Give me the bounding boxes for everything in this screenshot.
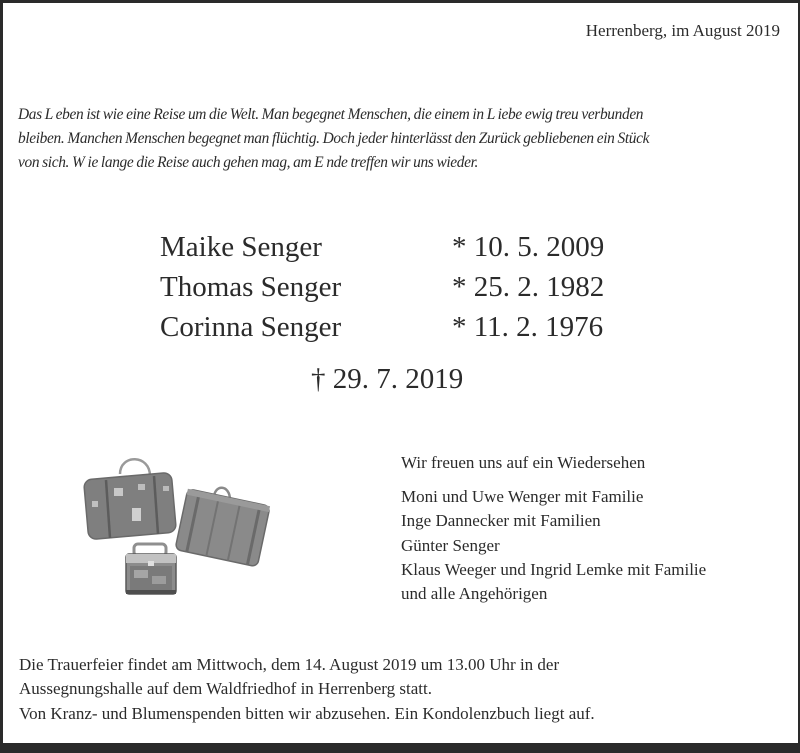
obituary-page	[3, 3, 798, 743]
death-date: † 29. 7. 2019	[311, 363, 464, 395]
place-and-date: Herrenberg, im August 2019	[585, 21, 780, 40]
suitcases-illustration-icon	[78, 446, 278, 596]
ceremony-line: Aussegnungshalle auf dem Waldfriedhof in Herrenberg statt.	[19, 679, 432, 699]
poem-line: Das L eben ist wie eine Reise um die Welt. Man begegnet Menschen, die einem in L iebe ewig treu verbunden	[18, 106, 644, 123]
mourner-line: Moni und Uwe Wenger mit Familie	[401, 487, 644, 507]
poem-line: bleiben. Manchen Menschen begegnet man flüchtig. Doch jeder hinterlässt den Zurück gebliebenen ein Stück	[18, 130, 650, 147]
deceased-entry	[160, 267, 604, 307]
poem-quote	[18, 103, 798, 175]
deceased-entry	[160, 227, 604, 267]
poem-line: von sich. W ie lange die Reise auch gehen mag, am E nde treffen wir uns wieder.	[18, 154, 479, 171]
ceremony-line: Von Kranz- und Blumenspenden bitten wir abzusehen. Ein Kondolenzbuch liegt auf.	[19, 703, 595, 723]
mourners-list	[401, 451, 706, 606]
deceased-name: Corinna Senger	[160, 311, 342, 343]
mourner-line: und alle Angehörigen	[401, 584, 548, 604]
deceased-list	[160, 227, 604, 347]
mourners-greeting: Wir freuen uns auf ein Wiedersehen	[401, 453, 646, 472]
birth-date: * 10. 5. 2009	[452, 231, 605, 263]
ceremony-line: Die Trauerfeier findet am Mittwoch, dem 14. August 2019 um 13.00 Uhr in der	[19, 655, 560, 674]
deceased-entry	[160, 307, 604, 347]
mourner-line: Günter Senger	[401, 535, 500, 555]
mourner-line: Inge Dannecker mit Familien	[401, 511, 601, 531]
birth-date: * 11. 2. 1976	[452, 311, 604, 343]
deceased-name: Maike Senger	[160, 231, 322, 263]
ceremony-notice	[19, 653, 595, 726]
birth-date: * 25. 2. 1982	[452, 271, 605, 303]
deceased-name: Thomas Senger	[160, 271, 342, 303]
mourner-line: Klaus Weeger und Ingrid Lemke mit Familie	[401, 559, 707, 579]
